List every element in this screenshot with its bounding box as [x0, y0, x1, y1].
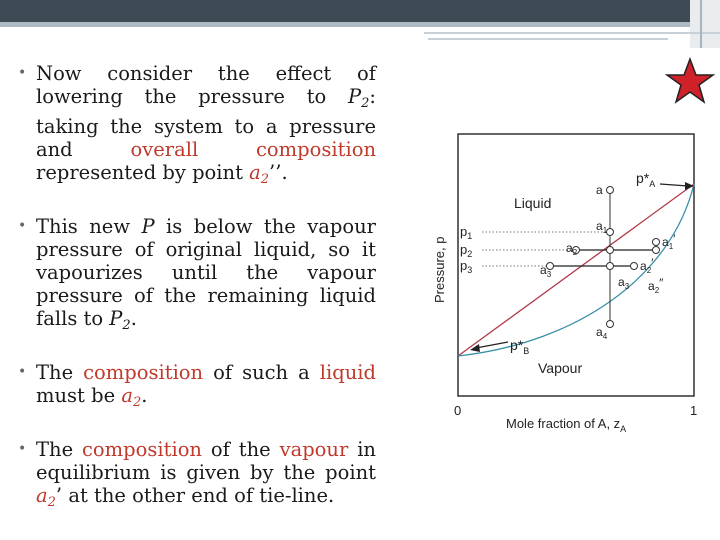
- p1-label: $p_1$: [460, 224, 473, 241]
- arrow-head-pB: [470, 344, 480, 352]
- symbol-a: a: [121, 384, 133, 407]
- text: .: [141, 384, 148, 407]
- point-a3b: [607, 263, 614, 270]
- text: This new: [36, 215, 142, 238]
- highlight-text: overall composition: [130, 138, 376, 161]
- text: ’ at the other end of tie-line.: [55, 484, 335, 507]
- subscript: 2: [47, 495, 56, 510]
- decor-line-1: [424, 32, 720, 34]
- point-a2p: [653, 247, 660, 254]
- slide-header-bar: [0, 0, 720, 22]
- p2-label: $p_2$: [460, 242, 473, 259]
- symbol-p: P: [348, 85, 362, 108]
- text: Now consider the effect of lowering the pressure to: [36, 62, 376, 108]
- a2p-label: $a_2'$: [640, 256, 654, 275]
- arrow-pB: [476, 342, 508, 348]
- bullet-list: [18, 62, 376, 538]
- a-label: a: [596, 183, 603, 197]
- phase-diagram: [426, 128, 720, 438]
- point-a3: [547, 263, 554, 270]
- x-tick-0: 0: [454, 403, 462, 418]
- symbol-a: a: [36, 484, 48, 507]
- subscript: 2: [361, 96, 370, 111]
- decor-line-3: [700, 0, 702, 48]
- subscript: 2: [132, 395, 142, 410]
- highlight-text: liquid: [319, 361, 376, 384]
- highlight-text: vapour: [279, 438, 349, 461]
- point-a: [607, 187, 614, 194]
- a3b-label: $a_3$: [618, 275, 630, 291]
- symbol-p: P: [141, 215, 155, 238]
- symbol-p: P: [109, 307, 123, 330]
- slide-header-accent: [0, 22, 720, 27]
- a1-label: $a_1$: [596, 219, 608, 235]
- star-shape: [667, 59, 713, 102]
- arrow-pA: [660, 184, 688, 186]
- text: : taking the system to a pressure and: [36, 85, 376, 161]
- pA-label: $p*_A$: [636, 170, 656, 189]
- a2pp-label: $a_2''$: [648, 276, 664, 295]
- point-a1: [607, 229, 614, 236]
- a3-label: $a_3$: [540, 263, 552, 279]
- symbol-a: a: [249, 161, 261, 184]
- text: is below the vapour pressure of original liquid, so it vapourizes until the vapour pressure of the remaining liquid falls to: [36, 215, 376, 330]
- text: represented by point: [36, 161, 250, 184]
- p3-label: $p_3$: [460, 258, 473, 275]
- vapour-label: Vapour: [538, 360, 583, 376]
- y-axis-label: Pressure, p: [432, 236, 447, 303]
- liquid-line: [458, 184, 694, 356]
- bullet-1: [18, 62, 376, 191]
- bullet-4: [18, 438, 376, 514]
- x-tick-1: 1: [690, 403, 698, 418]
- point-a3p: [631, 263, 638, 270]
- text: .: [130, 307, 137, 330]
- highlight-text: composition: [82, 438, 202, 461]
- x-axis-label: Mole fraction of A, $z_A$: [506, 416, 627, 434]
- text: of such a: [203, 361, 320, 384]
- liquid-label: Liquid: [514, 195, 552, 211]
- star-icon[interactable]: [664, 56, 716, 106]
- text: must be: [36, 384, 122, 407]
- text: The: [36, 438, 82, 461]
- corner-decoration: [690, 0, 720, 48]
- plot-frame: [458, 134, 694, 396]
- bullet-2: [18, 215, 376, 337]
- pB-label: $p*_B$: [510, 337, 530, 356]
- subscript: 2: [260, 172, 270, 187]
- text: The: [36, 361, 84, 384]
- point-a2pp: [607, 247, 614, 254]
- a4-label: $a_4$: [596, 325, 608, 341]
- text: ’’.: [269, 161, 288, 184]
- point-a1p: [653, 239, 660, 246]
- a1p-label: $a_1'$: [662, 232, 676, 251]
- text: in equilibrium is given by the point: [36, 438, 376, 484]
- text: of the: [202, 438, 280, 461]
- point-a4: [607, 321, 614, 328]
- subscript: 2: [122, 318, 131, 333]
- decor-line-2: [428, 38, 668, 40]
- a2-label: $a_2$: [566, 241, 578, 257]
- highlight-text: composition: [83, 361, 204, 384]
- bullet-3: [18, 361, 376, 414]
